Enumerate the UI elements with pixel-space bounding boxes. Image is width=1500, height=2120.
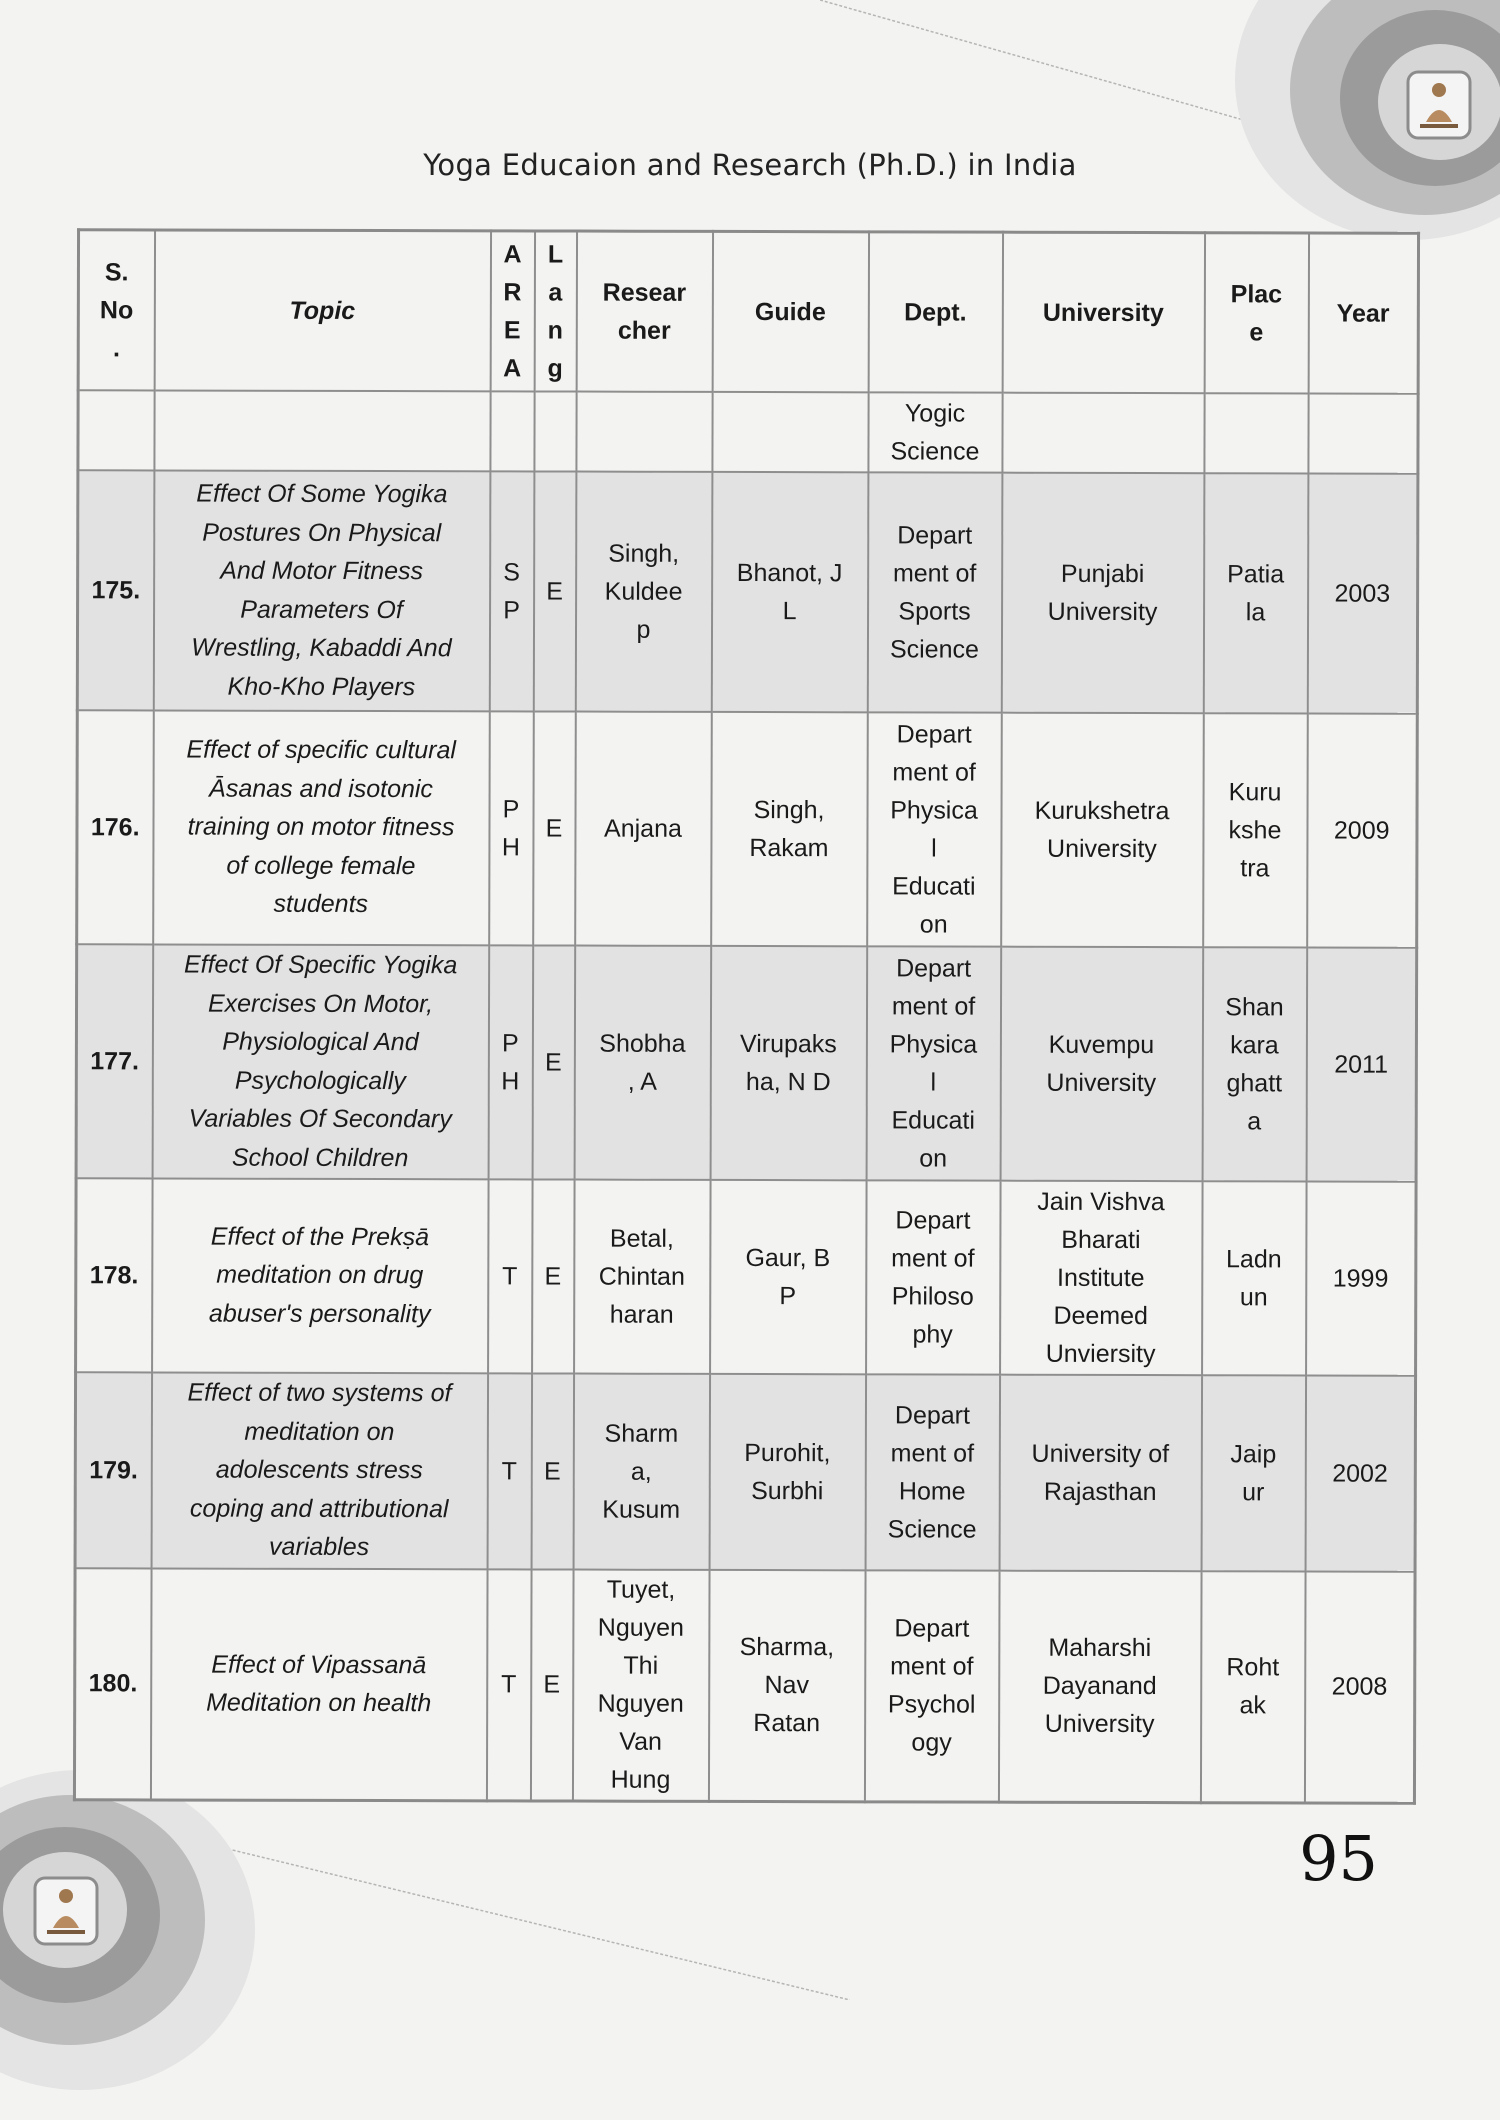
table-row [77, 710, 1418, 948]
table-row [76, 1178, 1417, 1376]
header-guide: Guide [712, 231, 868, 391]
table-row [77, 470, 1418, 714]
table-row-continuation [78, 390, 1418, 474]
table-row [76, 944, 1417, 1182]
cell-area: T [486, 1569, 531, 1801]
cell-topic: Effect of Vipassanā Meditation on health [150, 1568, 487, 1801]
cell-university: Kurukshetra University [1001, 712, 1204, 947]
cell-university: Kuvempu University [1000, 946, 1203, 1181]
cell-lang [534, 391, 576, 471]
cell-lang: E [532, 1179, 575, 1373]
table-row [74, 1568, 1415, 1804]
cell-sno: 179. [75, 1372, 152, 1568]
cell-sno: 175. [77, 470, 154, 710]
cell-place [1204, 393, 1308, 473]
cell-sno: 178. [76, 1178, 153, 1372]
cell-dept: Depart ment of Physica l Educati on [866, 946, 1001, 1180]
cell-dept: Depart ment of Sports Science [867, 472, 1002, 712]
cell-university: Maharshi Dayanand University [998, 1570, 1201, 1803]
cell-researcher: Singh, Kuldee p [575, 471, 712, 711]
cell-guide: Singh, Rakam [711, 711, 868, 945]
cell-year: 2008 [1304, 1571, 1415, 1803]
header-dept: Dept. [868, 232, 1002, 392]
cell-dept: Depart ment of Philoso phy [866, 1180, 1001, 1374]
cell-researcher [576, 391, 712, 471]
cell-university [1002, 392, 1204, 473]
cell-lang: E [530, 1569, 573, 1801]
cell-researcher: Sharm a, Kusum [573, 1373, 710, 1569]
cell-lang: E [533, 471, 576, 711]
cell-university: Jain Vishva Bharati Institute Deemed Unviersity [1000, 1180, 1203, 1375]
cell-guide: Virupaks ha, N D [710, 945, 867, 1179]
header-university: University [1002, 232, 1204, 393]
page-number: 95 [1299, 1822, 1378, 1895]
cell-sno: 176. [77, 710, 154, 944]
thesis-table [73, 228, 1420, 1805]
header-lang: L a n g [534, 231, 576, 391]
cell-dept: Depart ment of Home Science [865, 1374, 1000, 1570]
cell-topic: Effect of specific cultural Āsanas and isotonic training on motor fitness of college female students [153, 710, 490, 945]
cell-place: Ladn un [1202, 1181, 1307, 1375]
table-row [75, 1372, 1416, 1572]
cell-place: Shan kara ghatt a [1202, 947, 1307, 1181]
cell-dept: Yogic Science [868, 392, 1002, 472]
cell-lang: E [533, 711, 576, 945]
cell-lang: E [532, 945, 575, 1179]
cell-area: S P [489, 471, 534, 711]
cell-topic: Effect Of Specific Yogika Exercises On Motor, Physiological And Psychologically Variables Of Secondary School Children [152, 944, 489, 1179]
cell-university: Punjabi University [1001, 472, 1204, 713]
header-sno: S. No . [78, 230, 154, 390]
cell-year: 2002 [1305, 1375, 1416, 1571]
cell-researcher: Shobha , A [574, 945, 711, 1179]
cell-year [1308, 393, 1418, 473]
header-area: A R E A [490, 231, 534, 391]
cell-topic: Effect of two systems of meditation on adolescents stress coping and attributional variables [151, 1372, 488, 1569]
cell-researcher: Tuyet, Nguyen Thi Nguyen Van Hung [572, 1569, 709, 1801]
cell-topic: Effect Of Some Yogika Postures On Physical And Motor Fitness Parameters Of Wrestling, Kabaddi And Kho-Kho Players [153, 470, 490, 711]
cell-area: T [488, 1179, 533, 1373]
cell-area [490, 391, 534, 471]
cell-area: P H [489, 711, 534, 945]
cell-guide: Bhanot, J L [711, 471, 868, 711]
cell-place: Roht ak [1200, 1571, 1305, 1803]
cell-dept: Depart ment of Psychol ogy [864, 1570, 999, 1802]
cell-sno [78, 390, 154, 470]
thesis-table-container [73, 228, 1417, 1802]
header-topic: Topic [154, 230, 490, 391]
header-year: Year [1308, 233, 1418, 393]
cell-place: Jaip ur [1201, 1375, 1306, 1571]
cell-researcher: Betal, Chintan haran [574, 1179, 711, 1373]
cell-year: 1999 [1306, 1181, 1417, 1375]
cell-topic: Effect of the Prekṣā meditation on drug abuser's personality [152, 1178, 489, 1373]
cell-guide: Gaur, B P [710, 1179, 867, 1373]
cell-year: 2011 [1306, 947, 1417, 1181]
cell-place: Patia la [1203, 473, 1308, 713]
header-place: Plac e [1204, 233, 1308, 393]
cell-guide: Purohit, Surbhi [709, 1373, 866, 1569]
cell-sno: 180. [74, 1568, 151, 1800]
cell-university: University of Rajasthan [999, 1374, 1202, 1571]
cell-researcher: Anjana [575, 711, 712, 945]
cell-year: 2009 [1307, 713, 1418, 947]
header-researcher: Resear cher [576, 231, 712, 391]
cell-lang: E [531, 1373, 574, 1569]
cell-place: Kuru kshe tra [1203, 713, 1308, 947]
yoga-logo-ornament-top [1200, 0, 1500, 250]
cell-area: T [487, 1373, 532, 1569]
cell-guide: Sharma, Nav Ratan [708, 1569, 865, 1801]
cell-year: 2003 [1307, 473, 1418, 713]
page-title: Yoga Educaion and Research (Ph.D.) in India [423, 148, 1077, 182]
cell-topic [154, 390, 490, 471]
cell-area: P H [488, 945, 533, 1179]
table-header-row [78, 230, 1418, 394]
cell-guide [712, 391, 868, 471]
cell-sno: 177. [76, 944, 153, 1178]
cell-dept: Depart ment of Physica l Educati on [867, 712, 1002, 946]
yoga-logo-ornament-bottom [0, 1760, 290, 2120]
